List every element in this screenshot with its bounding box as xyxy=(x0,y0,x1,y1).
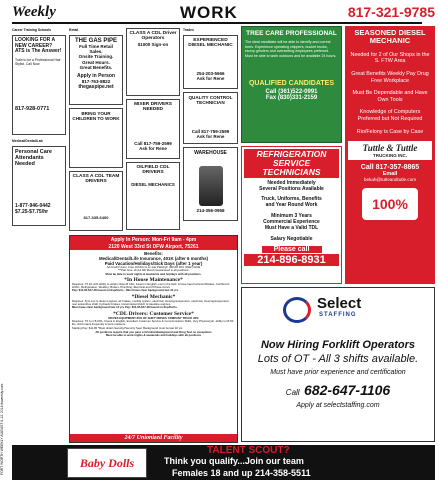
col4-ad1-title: EXPERIENCED DIESEL MECHANIC xyxy=(188,38,233,49)
col4-ad2-call: Call 817-759-2599 xyxy=(191,129,230,135)
p3-pay: Starting Pay: $11.80 *Must obtain Security/Security Seal. Background must be last 10 yrs xyxy=(72,325,183,330)
refrig-l4: Commercial Experience xyxy=(263,219,320,225)
col1-ad1-title: LOOKING FOR A NEW CAREER? ATS is The Answer! xyxy=(15,37,62,55)
apply-in-person-ad xyxy=(69,235,238,443)
col4-ad2-ask: Ask for Rene xyxy=(196,134,225,140)
refrig-l1: Truck, Uniforms, Benefits xyxy=(261,196,322,202)
col4-ad1-phone: 254-203-5666 xyxy=(196,70,225,76)
col4-ad3-phone: 214-356-0958 xyxy=(196,208,225,213)
p3-sub: MOVES EQUIPMENT 80% OF SHIFT DRIVES COMPANY TRUCK 20% xyxy=(108,315,199,320)
apply-must: Must be able to work nights & weekends and holidays with all positions. xyxy=(105,271,202,276)
col4-ad1-ask: Ask for Rene xyxy=(196,75,225,81)
refrig-pos: Several Positions Available xyxy=(259,186,324,192)
col2-ad3-title: CLASS A CDL TEAM DRIVERS xyxy=(72,174,120,185)
col2-ad1-line2: Onsite Training. xyxy=(78,54,114,60)
col3-ad2-call: Call 817-759-2599 xyxy=(134,140,172,146)
apply-benefits-label: Benefits: xyxy=(144,251,163,256)
select-phone: 682-647-1106 xyxy=(304,382,391,398)
col4-ad1 xyxy=(183,35,238,89)
refrig-needed: Needed Immediately xyxy=(267,180,316,186)
masthead-work: WORK xyxy=(180,3,238,22)
masthead-phone: 817-321-9785 xyxy=(347,4,435,20)
refrig-l5: Must Have a Valid TDL xyxy=(264,225,319,231)
col2-ad1-title: THE GAS PIPE xyxy=(74,38,117,44)
side-text: FORT WORTH WEEKLY AUGUST 6-12, 2014 fwweekly.com xyxy=(0,383,4,475)
select-must: Must have prior experience and certification xyxy=(270,369,406,376)
p2-pay: Must have clear background last 10 yrs Pay: $14.95-$17.48 based on Exp/Certs. xyxy=(72,305,178,310)
p2-req: Requires: 5yrs exp in diesel engines, air brakes, cooling system, electrical, steering/suspension, electrical, steering/suspension, rear axles/drive shaft, hydraulic brakes, transmission/clutch & Gasoline engines. xyxy=(72,298,230,307)
col3-ad1-pay: $1000 Sign-on xyxy=(137,41,169,47)
baby-dolls-logo-box xyxy=(67,448,147,478)
tuttle-logo xyxy=(348,141,432,160)
masthead-rule xyxy=(12,22,422,24)
col3-ad3 xyxy=(126,162,180,230)
apply-paid: Paid Vacation/Holidays/Sick Days (after 1 year) xyxy=(104,261,203,266)
refrigeration-ad xyxy=(241,146,342,284)
select-logo-sub: STAFFING xyxy=(319,312,357,318)
col1-heading: Career Training Schools xyxy=(12,28,52,32)
apply-foot2: Must be able to work nights & weekends and holidays with all positions xyxy=(105,333,202,338)
col2-ad2-title: BRING YOUR CHILDREN TO WORK xyxy=(72,111,120,122)
p1-pay: Pay: $14.95-$17.48 based on Exp/Certs - Must have clear background last 10 yrs xyxy=(72,288,179,293)
diesel-l4: Knowledge of Computers Preferred but Not Required xyxy=(357,109,423,122)
masthead xyxy=(12,4,439,22)
col3-ad2 xyxy=(126,99,180,159)
local-badge-text: 100% LOCAL xyxy=(365,195,415,244)
females-line: Females 18 and up 214-358-5511 xyxy=(172,468,311,478)
select-call: Call xyxy=(285,388,300,397)
p1-title: *In House Maintenance* xyxy=(124,276,183,283)
select-apply[interactable]: Apply at selectstaffing.com xyxy=(296,402,380,409)
diesel-l3: Must Be Dependable and Have Own Tools xyxy=(352,90,428,103)
tree-body: The ideal candidate will be able to identify and correct trees. Experience operating chippers, bucket trucks, stump grinders and overseeing employees preferred. Must be able to work outdoors and be available 24 hours. xyxy=(245,40,337,58)
baby-dolls-ad xyxy=(12,445,435,480)
select-call-row xyxy=(245,382,431,400)
refrig-please: Please call xyxy=(262,246,322,253)
tree-care-ad xyxy=(241,26,342,143)
refrig-l3: Minimum 3 Years xyxy=(271,213,312,219)
col4-ad2 xyxy=(183,92,238,144)
apply-bar: 24/7 Unionized Facility xyxy=(70,434,237,442)
robot-image xyxy=(199,166,223,206)
col3-ad1-title: CLASS A CDL Driver Operators xyxy=(129,31,177,42)
col3-ad2-ask: Ask for Rene xyxy=(139,145,167,151)
diesel-email-label: Email xyxy=(382,170,398,177)
select-logo-name: Select xyxy=(317,295,362,312)
p1-req: Requires: TX DL with ability to obtain Class B CDL, Fluent in English, exp in the field, & have hand tools/certificates. Certified in HVAC, Refrigeration, Welding, Boilers, Plumbing, Electrical and 3 Phase circuit. xyxy=(72,281,230,290)
tuttle-logo-name: Tuttle & Tuttle xyxy=(362,142,418,153)
col3-ad3-sub: DIESEL MECHANICS xyxy=(131,181,175,187)
diesel-call: Call 817-357-8865 xyxy=(360,163,420,171)
think-qualify: Think you qualify...Join our team xyxy=(164,456,304,466)
refrig-phone: 214-896-8931 xyxy=(244,254,339,266)
talent-scout: TALENT SCOUT? xyxy=(207,445,290,456)
select-staffing-ad xyxy=(241,287,435,442)
col2-ad3 xyxy=(69,171,123,231)
col4-ad3 xyxy=(183,147,238,221)
masthead-weekly: Weekly xyxy=(12,4,56,20)
col4-heading: Trades xyxy=(183,28,194,32)
col1-ad1-body: Train to be a Professional Hair Stylist. Call Now. xyxy=(15,57,61,66)
column-1 xyxy=(12,28,66,232)
tree-call: Call (361)522-0991 xyxy=(265,89,318,96)
col1-ad2 xyxy=(12,146,66,226)
column-2 xyxy=(69,28,123,232)
tree-fax: Fax (830)331-2159 xyxy=(265,95,318,102)
col3-ad1 xyxy=(126,28,180,96)
diesel-l1: Needed for 2 of Our Shops in the S. FTW Area xyxy=(350,51,430,65)
diesel-mechanic-ad xyxy=(345,26,435,284)
apply-foot1: All positions require that you pass a Criminal Background and Drug Test no exceptions xyxy=(95,329,212,334)
col2-ad1-apply: Apply in Person xyxy=(76,73,116,80)
column-3 xyxy=(126,28,180,232)
apply-hire: ***Part time- 2nd & 6th Month Guaranteed in all positions. xyxy=(117,268,190,273)
column-4 xyxy=(183,28,238,232)
select-logo-swirl-icon xyxy=(283,297,311,323)
col4-ad2-title: QUALITY CONTROL TECHNICIAN xyxy=(188,95,233,106)
tree-sub: QUALIFIED CANDIDATES xyxy=(248,80,335,88)
refrig-title: REFRIGERATION SERVICE TECHNICIANS xyxy=(244,149,339,178)
diesel-l5: Rio/Felony is Case by Case xyxy=(356,128,424,135)
col1-ad2-title: Personal Care Attendants Needed xyxy=(15,149,52,167)
baby-dolls-logo: Baby Dolls xyxy=(79,456,135,470)
col2-ad2 xyxy=(69,108,123,168)
diesel-title: SEASONED DIESEL MECHANIC xyxy=(354,28,426,46)
apply-l2: 2120 West 33rd St DFW Airport, 75261 xyxy=(70,244,237,250)
col1-ad1 xyxy=(12,35,66,135)
tree-title: TREE CARE PROFESSIONAL xyxy=(246,30,337,37)
col2-ad1-line4: Great Benefits. xyxy=(79,64,113,70)
col2-ad1-phone: 817-763-8822 xyxy=(81,79,111,85)
diesel-email[interactable]: bekah@tutleandtutle.com xyxy=(363,176,417,182)
col2-heading: Retail xyxy=(69,28,79,32)
col1-heading-2: Medical/Dental/Lab xyxy=(12,139,43,143)
col2-ad1-web[interactable]: thegaspipe.net xyxy=(78,84,114,91)
col3-ad3-title: OILFIELD CDL DRIVERS xyxy=(136,165,170,176)
col4-ad3-title: WAREHOUSE xyxy=(194,150,227,156)
apply-l1: Apply In Person: Mon-Fri 9am - 4pm xyxy=(70,236,237,244)
local-badge xyxy=(362,188,418,244)
p3-req: Requires: TX A or B CDL, Fluent in English, Excellent Customer Service & Communication Skills, Very Physical job, ability to lift 50 lbs, climb stairs frequently & work outdoors. xyxy=(72,318,234,327)
col1-ad2-phone2: $7.25-$7.75/hr xyxy=(15,209,49,215)
col2-ad1-line1: Full Time Retail Sales. xyxy=(79,44,113,55)
tuttle-logo-sub: TRUCKING INC. xyxy=(373,152,407,158)
diesel-l2: Great Benefits Weekly Pay Drug Free Workplace xyxy=(351,71,429,84)
col2-ad1 xyxy=(69,35,123,105)
select-lots: Lots of OT - All 3 shifts available. xyxy=(257,353,419,365)
col2-ad3-phone: 817-335-6400 xyxy=(83,214,109,220)
select-logo xyxy=(283,295,393,325)
refrig-l2: and Year Round Work xyxy=(265,202,318,208)
col3-ad2-title: MIXER DRIVERS NEEDED xyxy=(134,102,172,113)
apply-benefits: Medical/Dental/Life Insurance, 401K (after 6 months) xyxy=(98,256,209,261)
apply-cs: AA Credit Union, Free LUNCH & on-site Parking!! (FROM DAY ONE!!) EOE xyxy=(106,265,201,269)
p3-title: *CDL Drivers: Customer Service* xyxy=(113,310,194,317)
select-title: Now Hiring Forklift Operators xyxy=(260,339,415,351)
p2-title: *Diesel Mechanic* xyxy=(131,293,176,300)
refrig-l6: Salary Negotiable xyxy=(270,236,313,242)
col2-ad1-line3: Great Hours. xyxy=(82,59,110,65)
col1-ad1-phone: 817-928-0771 xyxy=(15,105,50,112)
col1-ad2-phone1: 1-877-946-0442 xyxy=(15,203,51,209)
